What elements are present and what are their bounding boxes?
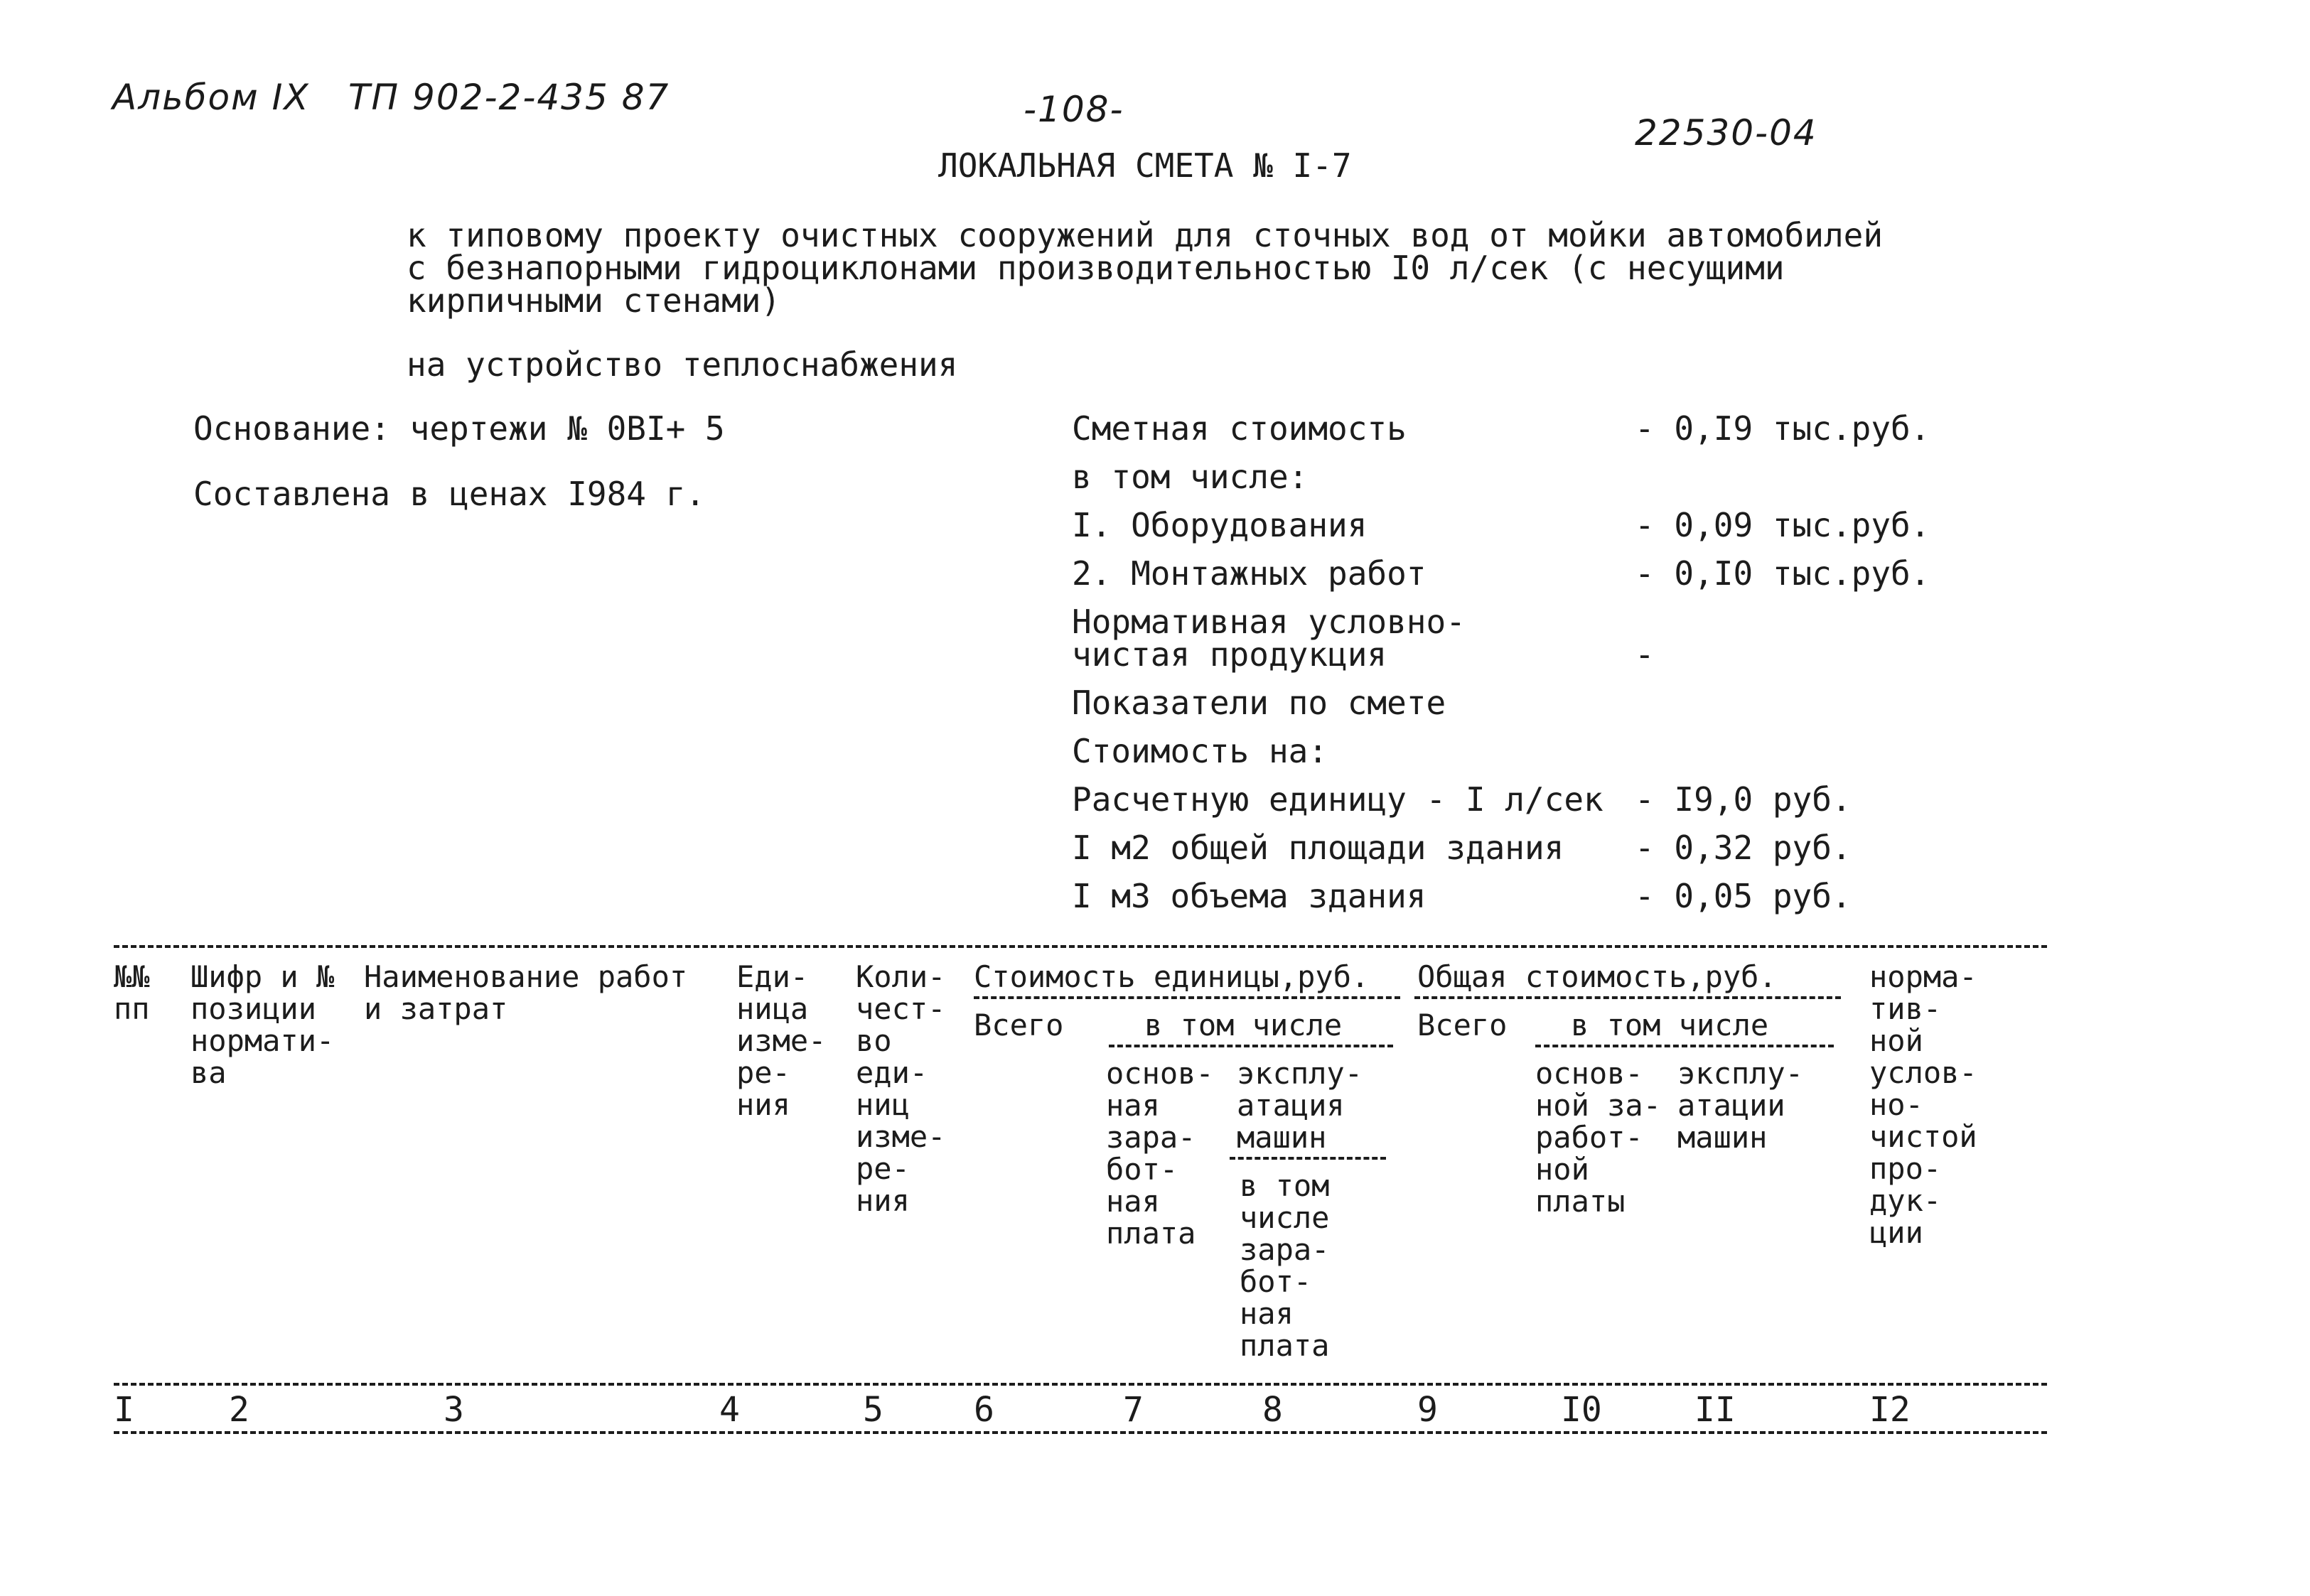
total-cost-underline	[1414, 996, 1841, 999]
table-bottom-rule	[114, 1431, 2047, 1434]
col-number: 5	[863, 1390, 883, 1430]
col-number: 7	[1123, 1390, 1144, 1430]
col-number: 9	[1417, 1390, 1438, 1430]
col-header-incl-2: в том числе	[1571, 1008, 1769, 1042]
col-header-basic-wage-1: основ- ная зара- бот- ная плата	[1106, 1056, 1214, 1251]
col-number: 8	[1262, 1390, 1283, 1430]
album-label: Альбом IX	[112, 77, 310, 118]
page-number: -108-	[1024, 89, 1124, 130]
summary-value: - 0,32 руб.	[1635, 829, 1852, 867]
col-header-unit-cost: Стоимость единицы,руб.	[974, 959, 1370, 994]
document-code: 22530-04	[1635, 112, 1817, 153]
summary-label: I. Оборудования	[1072, 506, 1368, 544]
col-header-all-1: Всего	[974, 1008, 1064, 1042]
summary-label-cont: чистая продукция	[1072, 635, 1387, 674]
unit-cost-underline	[974, 996, 1400, 999]
summary-value: -	[1635, 635, 1655, 674]
col-number: I0	[1561, 1390, 1602, 1430]
col-number: I2	[1869, 1390, 1911, 1430]
doc-subtitle-line-2: с безнапорными гидроциклонами производительностью I0 л/сек (с несущими	[407, 249, 1785, 287]
col-number: 4	[719, 1390, 740, 1430]
summary-value: - I9,0 руб.	[1635, 780, 1852, 819]
table-top-rule	[114, 945, 2047, 948]
col-header-qty: Коли- чест- во еди- ниц изме- ре- ния	[856, 959, 946, 1218]
summary-label: I м3 объема здания	[1072, 877, 1427, 915]
prices-year: Составлена в ценах I984 г.	[193, 475, 706, 513]
incl-1-underline	[1109, 1045, 1393, 1047]
col-header-unit: Еди- ница изме- ре- ния	[736, 959, 827, 1122]
col-number: 3	[444, 1390, 464, 1430]
summary-label: Стоимость на:	[1072, 732, 1328, 770]
col-header-machine-2: эксплу- атации машин	[1677, 1056, 1804, 1155]
col-header-total-cost: Общая стоимость,руб.	[1417, 959, 1777, 994]
col-header-name: Наименование работ и затрат	[364, 959, 688, 1026]
col-header-basic-wage-2: основ- ной за- работ- ной платы	[1535, 1056, 1662, 1219]
summary-label: Нормативная условно-	[1072, 603, 1466, 641]
basis: Основание: чертежи № 0BI+ 5	[193, 409, 725, 448]
doc-subtitle-line-3: кирпичными стенами)	[407, 281, 781, 320]
col-number: 2	[229, 1390, 249, 1430]
col-header-machine-wage-1: в том числе зара- бот- ная плата	[1240, 1168, 1330, 1363]
col-number: I	[114, 1390, 134, 1430]
summary-label: Расчетную единицу - I л/сек	[1072, 780, 1603, 819]
doc-subtitle-line-1: к типовому проекту очистных сооружений для сточных вод от мойки автомобилей	[407, 216, 1884, 254]
col-header-machine-1: эксплу- атация машин	[1237, 1056, 1363, 1155]
header-bottom-rule	[114, 1383, 2047, 1386]
incl-2-underline	[1535, 1045, 1834, 1047]
col-number: 6	[974, 1390, 994, 1430]
summary-value: - 0,I0 тыс.руб.	[1635, 554, 1930, 593]
summary-value: - 0,09 тыс.руб.	[1635, 506, 1930, 544]
col-header-cipher: Шифр и № позиции нормати- ва	[190, 959, 335, 1090]
machine-1-underline	[1230, 1157, 1386, 1160]
summary-label: 2. Монтажных работ	[1072, 554, 1427, 593]
summary-label: Сметная стоимость	[1072, 409, 1407, 448]
project-number: ТП 902-2-435 87	[348, 77, 670, 118]
summary-value: - 0,I9 тыс.руб.	[1635, 409, 1930, 448]
doc-title: ЛОКАЛЬНАЯ СМЕТА № I-7	[938, 146, 1352, 185]
col-header-norm: норма- тив- ной услов- но- чистой про- дук- ции	[1869, 959, 1977, 1250]
summary-label: в том числе:	[1072, 458, 1309, 496]
col-header-incl-1: в том числе	[1144, 1008, 1343, 1042]
summary-label: I м2 общей площади здания	[1072, 829, 1564, 867]
col-header-num: №№ пп	[114, 959, 150, 1026]
summary-label: Показатели по смете	[1072, 684, 1446, 722]
col-number: II	[1694, 1390, 1736, 1430]
col-header-all-2: Всего	[1417, 1008, 1508, 1042]
summary-value: - 0,05 руб.	[1635, 877, 1852, 915]
doc-purpose: на устройство теплоснабжения	[407, 345, 958, 384]
